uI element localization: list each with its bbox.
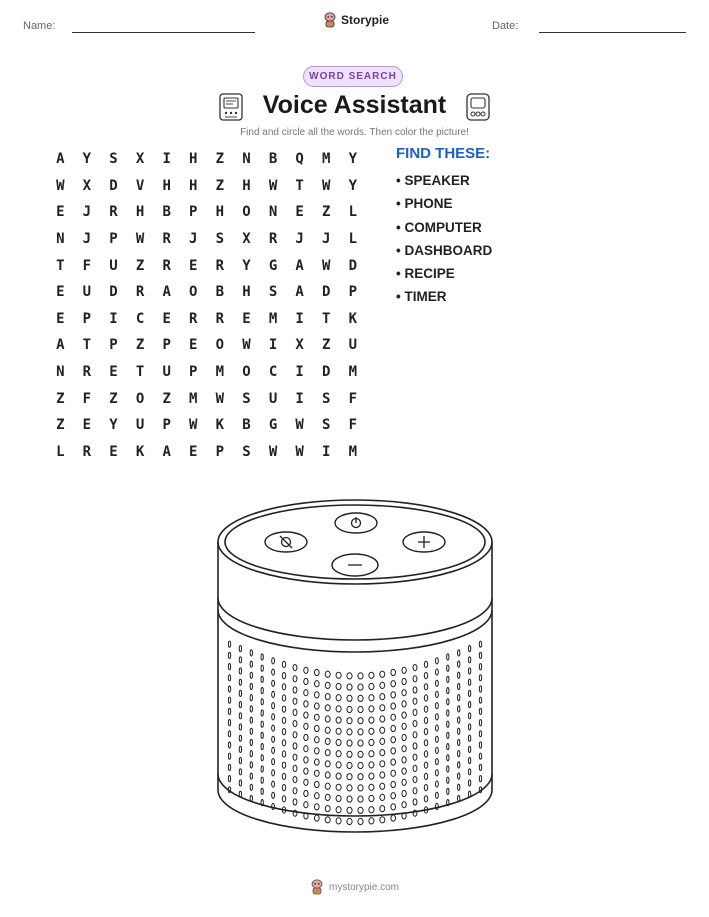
smart-display-icon bbox=[465, 92, 491, 122]
brand-logo bbox=[323, 12, 389, 28]
grid-letter[interactable]: M bbox=[189, 390, 198, 407]
grid-letter[interactable]: O bbox=[135, 390, 145, 407]
grid-letter[interactable]: B bbox=[162, 204, 171, 221]
find-these-heading: FIND THESE: bbox=[396, 145, 491, 162]
grid-letter[interactable]: O bbox=[242, 364, 251, 381]
grid-letter[interactable]: V bbox=[135, 177, 145, 194]
grid-letter[interactable]: A bbox=[162, 443, 171, 460]
grid-letter[interactable]: R bbox=[82, 443, 92, 460]
grid-letter[interactable]: H bbox=[242, 284, 251, 301]
grid-letter[interactable]: F bbox=[348, 417, 358, 434]
grid-letter[interactable]: W bbox=[322, 257, 331, 274]
grid-letter[interactable]: O bbox=[189, 284, 198, 301]
word-item: • DASHBOARD bbox=[396, 242, 493, 258]
grid-letter[interactable]: R bbox=[162, 231, 171, 248]
grid-letter[interactable]: P bbox=[348, 284, 358, 301]
grid-letter[interactable]: H bbox=[162, 177, 171, 194]
grid-letter[interactable]: J bbox=[189, 231, 198, 248]
grid-letter[interactable]: H bbox=[242, 177, 251, 194]
grid-letter[interactable]: R bbox=[135, 284, 145, 301]
grid-letter[interactable]: T bbox=[82, 337, 92, 354]
grid-letter[interactable]: N bbox=[242, 151, 251, 168]
grid-letter[interactable]: R bbox=[162, 257, 171, 274]
grid-letter[interactable]: A bbox=[56, 151, 65, 168]
grid-letter[interactable]: E bbox=[82, 417, 92, 434]
grid-letter[interactable]: Z bbox=[109, 390, 118, 407]
grid-letter[interactable]: C bbox=[135, 310, 145, 327]
grid-letter[interactable]: I bbox=[295, 390, 304, 407]
grid-letter[interactable]: M bbox=[215, 364, 225, 381]
grid-letter[interactable]: K bbox=[135, 443, 145, 460]
grid-letter[interactable]: W bbox=[322, 177, 331, 194]
name-field-line[interactable] bbox=[72, 32, 255, 33]
grid-letter[interactable]: P bbox=[109, 337, 118, 354]
grid-letter[interactable]: D bbox=[348, 257, 358, 274]
grid-letter[interactable]: E bbox=[56, 284, 65, 301]
grid-letter[interactable]: U bbox=[109, 257, 118, 274]
word-item: • SPEAKER bbox=[396, 173, 470, 188]
grid-letter[interactable]: X bbox=[135, 151, 145, 168]
grid-letter[interactable]: W bbox=[135, 231, 145, 248]
grid-letter[interactable]: U bbox=[162, 364, 171, 381]
grid-letter[interactable]: Z bbox=[215, 151, 225, 168]
brand-name: Storypie bbox=[341, 13, 390, 27]
grid-letter[interactable]: H bbox=[215, 204, 225, 221]
word-item: • PHONE bbox=[396, 196, 453, 212]
letter-grid bbox=[47, 146, 366, 465]
grid-letter[interactable]: W bbox=[189, 417, 198, 434]
grid-letter[interactable]: Y bbox=[242, 257, 251, 274]
grid-letter[interactable]: M bbox=[348, 443, 358, 460]
grid-letter[interactable]: H bbox=[135, 204, 145, 221]
grid-letter[interactable]: P bbox=[162, 337, 171, 354]
grid-letter[interactable]: X bbox=[242, 231, 251, 248]
grid-letter[interactable]: A bbox=[295, 284, 304, 301]
grid-letter[interactable]: S bbox=[242, 390, 251, 407]
grid-letter[interactable]: X bbox=[295, 337, 304, 354]
grid-letter[interactable]: F bbox=[348, 390, 358, 407]
word-item: • TIMER bbox=[396, 289, 447, 305]
grid-letter[interactable]: U bbox=[82, 284, 92, 301]
grid-letter[interactable]: E bbox=[189, 337, 198, 354]
grid-letter[interactable]: W bbox=[295, 417, 304, 434]
grid-letter[interactable]: K bbox=[215, 417, 225, 434]
grid-letter[interactable]: P bbox=[109, 231, 118, 248]
grid-letter[interactable]: E bbox=[109, 364, 118, 381]
grid-letter[interactable]: H bbox=[189, 177, 198, 194]
page-title: Voice Assistant bbox=[262, 91, 447, 119]
grid-letter[interactable]: X bbox=[82, 177, 92, 194]
footer bbox=[0, 879, 709, 895]
grid-letter[interactable]: J bbox=[82, 231, 92, 248]
smart-speaker-illustration bbox=[212, 490, 498, 840]
grid-letter[interactable]: P bbox=[189, 364, 198, 381]
grid-letter[interactable]: G bbox=[268, 417, 278, 434]
grid-letter[interactable]: A bbox=[295, 257, 304, 274]
grid-letter[interactable]: Y bbox=[348, 177, 358, 194]
grid-letter[interactable]: W bbox=[295, 443, 304, 460]
grid-letter[interactable]: U bbox=[348, 337, 358, 354]
grid-letter[interactable]: S bbox=[215, 231, 225, 248]
grid-letter[interactable]: S bbox=[322, 417, 331, 434]
grid-letter[interactable]: U bbox=[135, 417, 145, 434]
grid-letter[interactable]: Z bbox=[322, 204, 331, 221]
grid-letter[interactable]: E bbox=[189, 443, 198, 460]
grid-letter[interactable]: A bbox=[162, 284, 171, 301]
grid-letter[interactable]: M bbox=[322, 151, 331, 168]
grid-letter[interactable]: T bbox=[322, 310, 331, 327]
grid-letter[interactable]: Z bbox=[135, 257, 145, 274]
grid-letter[interactable]: Y bbox=[348, 151, 358, 168]
grid-letter[interactable]: S bbox=[242, 443, 251, 460]
grid-letter[interactable]: W bbox=[268, 177, 278, 194]
grid-letter[interactable]: M bbox=[268, 310, 278, 327]
grid-letter[interactable]: N bbox=[56, 231, 65, 248]
grid-letter[interactable]: I bbox=[295, 310, 304, 327]
grid-letter[interactable]: W bbox=[242, 337, 251, 354]
grid-letter[interactable]: L bbox=[348, 231, 358, 248]
grid-letter[interactable]: O bbox=[215, 337, 225, 354]
grid-letter[interactable]: L bbox=[56, 443, 65, 460]
date-field-line[interactable] bbox=[539, 32, 686, 33]
instructions: Find and circle all the words. Then color the picture! bbox=[240, 127, 469, 138]
grid-letter[interactable]: F bbox=[82, 390, 92, 407]
grid-letter[interactable]: R bbox=[215, 310, 225, 327]
grid-letter[interactable]: L bbox=[348, 204, 358, 221]
grid-letter[interactable]: Z bbox=[135, 337, 145, 354]
grid-letter[interactable]: S bbox=[322, 390, 331, 407]
grid-letter[interactable]: D bbox=[322, 364, 331, 381]
name-label: Name: bbox=[23, 20, 56, 32]
grid-letter[interactable]: Z bbox=[162, 390, 171, 407]
grid-letter[interactable]: E bbox=[242, 310, 251, 327]
grid-letter[interactable]: Z bbox=[56, 390, 65, 407]
grid-letter[interactable]: K bbox=[348, 310, 358, 327]
grid-letter[interactable]: R bbox=[109, 204, 118, 221]
grid-letter[interactable]: R bbox=[268, 231, 278, 248]
grid-letter[interactable]: D bbox=[109, 177, 118, 194]
grid-letter[interactable]: C bbox=[268, 364, 278, 381]
grid-letter[interactable]: Z bbox=[322, 337, 331, 354]
date-label: Date: bbox=[492, 20, 519, 32]
grid-letter[interactable]: E bbox=[56, 204, 65, 221]
mascot-icon bbox=[310, 879, 324, 895]
grid-letter[interactable]: D bbox=[322, 284, 331, 301]
word-item: • COMPUTER bbox=[396, 219, 482, 235]
grid-letter[interactable]: T bbox=[295, 177, 304, 194]
mascot-icon bbox=[323, 12, 337, 28]
speaker-grille bbox=[228, 641, 481, 825]
grid-letter[interactable]: F bbox=[82, 257, 92, 274]
grid-letter[interactable]: H bbox=[189, 151, 198, 168]
grid-letter[interactable]: E bbox=[56, 310, 65, 327]
grid-letter[interactable]: N bbox=[56, 364, 65, 381]
grid-letter[interactable]: E bbox=[295, 204, 304, 221]
grid-letter[interactable]: S bbox=[109, 151, 118, 168]
grid-letter[interactable]: W bbox=[215, 390, 225, 407]
grid-letter[interactable]: S bbox=[268, 284, 278, 301]
grid-letter[interactable]: R bbox=[215, 257, 225, 274]
grid-letter[interactable]: E bbox=[189, 257, 198, 274]
grid-letter[interactable]: R bbox=[189, 310, 198, 327]
grid-letter[interactable]: J bbox=[82, 204, 92, 221]
footer-url: mystorypie.com bbox=[328, 881, 399, 893]
grid-letter[interactable]: I bbox=[295, 364, 304, 381]
word-item: • RECIPE bbox=[396, 266, 455, 282]
grid-letter[interactable]: I bbox=[322, 443, 331, 460]
grid-letter[interactable]: T bbox=[135, 364, 145, 381]
grid-letter[interactable]: D bbox=[109, 284, 118, 301]
grid-letter[interactable]: P bbox=[82, 310, 92, 327]
grid-letter[interactable]: G bbox=[268, 257, 278, 274]
grid-letter[interactable]: P bbox=[215, 443, 225, 460]
grid-letter[interactable]: J bbox=[295, 231, 304, 248]
speaker-buttons bbox=[265, 513, 445, 576]
word-search-badge: WORD SEARCH bbox=[303, 66, 403, 87]
grid-letter[interactable]: P bbox=[162, 417, 171, 434]
grid-letter[interactable]: J bbox=[322, 231, 331, 248]
grid-letter[interactable]: N bbox=[268, 204, 278, 221]
grid-letter[interactable]: U bbox=[268, 390, 278, 407]
grid-letter[interactable]: I bbox=[109, 310, 118, 327]
grid-letter[interactable]: M bbox=[348, 364, 358, 381]
grid-letter[interactable]: Y bbox=[109, 417, 118, 434]
grid-letter[interactable]: R bbox=[82, 364, 92, 381]
grid-letter[interactable]: B bbox=[242, 417, 251, 434]
grid-letter[interactable]: B bbox=[215, 284, 225, 301]
grid-letter[interactable]: Z bbox=[215, 177, 225, 194]
word-list bbox=[396, 171, 492, 311]
grid-letter[interactable]: W bbox=[56, 177, 65, 194]
grid-letter[interactable]: E bbox=[162, 310, 171, 327]
grid-letter[interactable]: Q bbox=[295, 151, 304, 168]
grid-letter[interactable]: P bbox=[189, 204, 198, 221]
grid-letter[interactable]: O bbox=[242, 204, 251, 221]
grid-letter[interactable]: A bbox=[56, 337, 65, 354]
grid-letter[interactable]: T bbox=[56, 257, 65, 274]
grid-letter[interactable]: I bbox=[268, 337, 278, 354]
grid-letter[interactable]: B bbox=[268, 151, 278, 168]
grid-letter[interactable]: I bbox=[162, 151, 171, 168]
grid-letter[interactable]: W bbox=[268, 443, 278, 460]
grid-letter[interactable]: Z bbox=[56, 417, 65, 434]
grid-letter[interactable]: E bbox=[109, 443, 118, 460]
grid-letter[interactable]: Y bbox=[82, 151, 92, 168]
